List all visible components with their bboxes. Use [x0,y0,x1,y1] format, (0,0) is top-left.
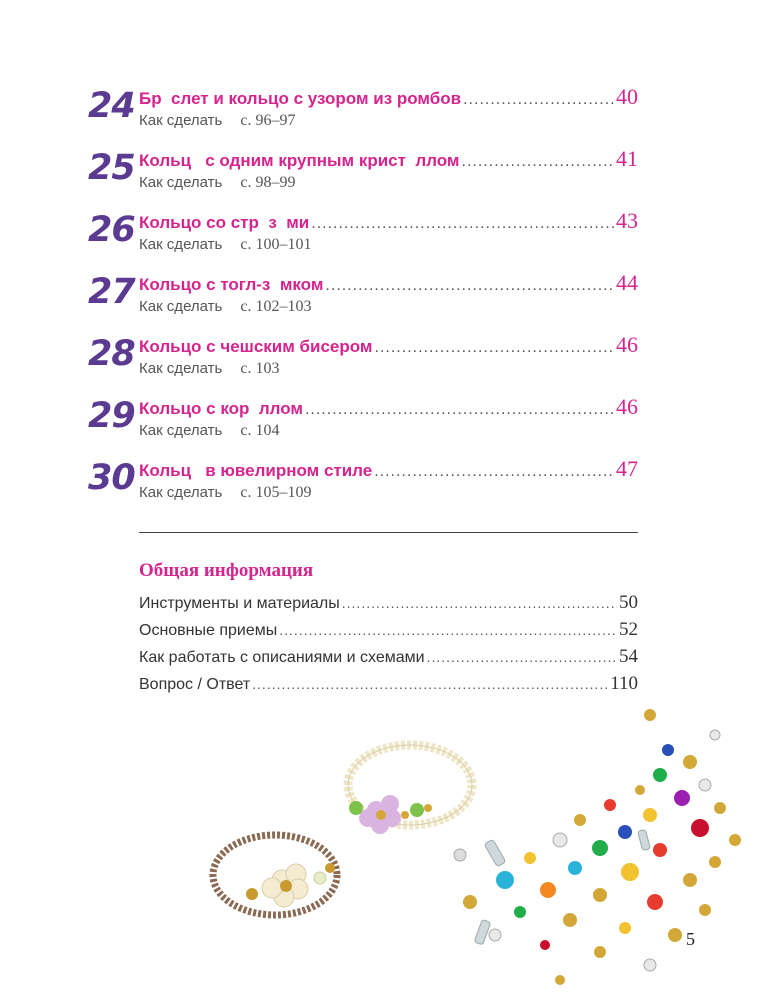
cream-flower-bead [262,864,308,907]
entry-number: 28 [88,334,135,374]
dot-leader [311,215,614,233]
entry-number: 25 [88,148,135,188]
general-item-label[interactable]: Вопрос / Ответ [139,676,251,693]
entry-page: 46 [616,332,638,357]
scattered-beads [454,709,741,985]
dot-leader [374,463,614,481]
dot-leader [342,595,617,611]
dot-leader [325,277,614,295]
general-info-item[interactable] [139,592,638,619]
general-item-label[interactable]: Инструменты и материалы [139,595,340,612]
toc-entry[interactable] [88,394,638,456]
dot-leader [305,401,614,419]
dot-leader [375,339,614,357]
entry-title[interactable]: Кольц в ювелирном стиле [139,461,373,480]
entry-page: 41 [616,146,638,171]
toc-entry[interactable] [88,146,638,208]
entry-title[interactable]: Кольцо с чешским бисером [139,337,373,356]
toc-entry[interactable] [88,456,638,518]
how-to-label: Как сделать [139,360,223,377]
how-to-ref: с. 104 [240,422,280,439]
page-number: 5 [686,929,695,949]
general-info-section [139,560,638,700]
toc-entry[interactable] [88,270,638,332]
entry-subline [139,174,295,192]
general-item-label[interactable]: Как работать с описаниями и схемами [139,649,425,666]
entry-subline [139,360,279,378]
entry-line [139,84,638,110]
how-to-label: Как сделать [139,298,223,315]
lilac-flower-bead [359,795,401,834]
brown-bead-ring [213,835,337,915]
toc-list [88,84,638,518]
dot-leader [427,649,617,665]
entry-line [139,394,638,420]
dot-leader [279,622,617,638]
how-to-ref: с. 98–99 [240,174,296,191]
entry-line [139,456,638,482]
beaded-rings-photo [0,690,759,1000]
general-item-page: 110 [610,673,638,694]
entry-page: 44 [616,270,638,295]
general-info-item[interactable] [139,619,638,646]
entry-title[interactable]: Кольцо с тогл-з мком [139,275,324,294]
general-item-label[interactable]: Основные приемы [139,622,278,639]
dot-leader [463,91,614,109]
entry-page: 46 [616,394,638,419]
entry-number: 27 [88,272,135,312]
entry-number: 26 [88,210,135,250]
entry-title[interactable]: Кольц с одним крупным крист ллом [139,151,460,170]
dot-leader [462,153,614,171]
entry-subline [139,422,279,440]
cream-bead-ring [348,745,472,834]
general-info-item[interactable] [139,646,638,673]
entry-number: 29 [88,396,135,436]
general-item-page: 54 [619,646,638,667]
how-to-ref: с. 100–101 [240,236,312,253]
how-to-ref: с. 103 [240,360,280,377]
toc-entry[interactable] [88,208,638,270]
how-to-label: Как сделать [139,484,223,501]
entry-line [139,270,638,296]
how-to-label: Как сделать [139,422,223,439]
entry-number: 30 [88,458,135,498]
how-to-ref: с. 96–97 [240,112,296,129]
entry-line [139,208,638,234]
how-to-ref: с. 102–103 [240,298,312,315]
toc-entry[interactable] [88,84,638,146]
entry-page: 47 [616,456,638,481]
section-divider [139,532,638,533]
how-to-label: Как сделать [139,174,223,191]
entry-line [139,332,638,358]
entry-title[interactable]: Бр слет и кольцо с узором из ромбов [139,89,462,108]
entry-subline [139,484,311,502]
entry-subline [139,112,295,130]
entry-subline [139,236,311,254]
general-item-page: 50 [619,592,638,613]
entry-page: 40 [616,84,638,109]
toc-entry[interactable] [88,332,638,394]
how-to-ref: с. 105–109 [240,484,312,501]
general-item-page: 52 [619,619,638,640]
entry-line [139,146,638,172]
entry-title[interactable]: Кольцо с кор ллом [139,399,303,418]
general-info-heading: Общая информация [139,560,314,581]
entry-subline [139,298,311,316]
entry-page: 43 [616,208,638,233]
entry-number: 24 [88,86,135,126]
how-to-label: Как сделать [139,236,223,253]
entry-title[interactable]: Кольцо со стр з ми [139,213,310,232]
how-to-label: Как сделать [139,112,223,129]
